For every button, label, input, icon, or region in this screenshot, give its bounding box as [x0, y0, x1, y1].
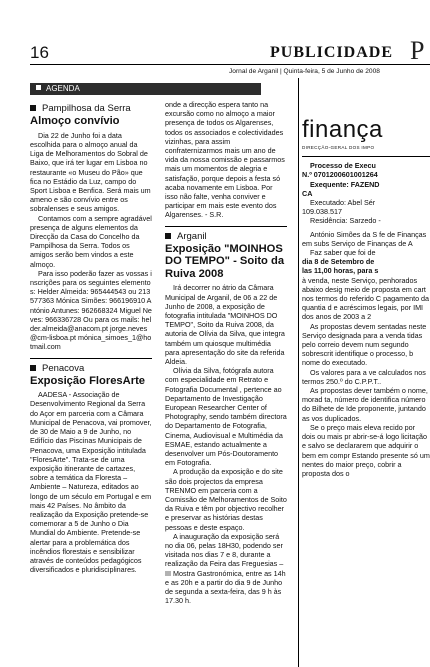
- paragraph: Olívia da Silva, fotógrafa autora com especialidade em Retrato e Fotografia Documental , pertence ao Departamento de Investigação European Researcher Center of Photography, sendo também directora do Departamento de Fotografia, Cinema, Audiovisual e Multimédia da ESMAE, estando actualmente a desenvolver um Pós-Doutoramento em Fotografia.: [165, 366, 287, 468]
- paragraph: As propostas devem sentadas neste Serviço designada para a venda tidas pelo correio devem num segundo sobrescrit identifique o processo, b nome do executado.: [302, 321, 427, 368]
- process-number: N.º 0701200601001264: [302, 170, 378, 180]
- paragraph: António Simões da S fe de Finanças em subs Serviço de Finanças de A: [302, 229, 427, 248]
- notice-body: [302, 156, 430, 478]
- rubric-pampilhosa: [30, 104, 152, 113]
- rubric-label: Pampilhosa da Serra: [42, 103, 131, 114]
- column-left: [30, 100, 152, 574]
- paragraph: onde a direcção espera tanto na excursão como no almoço a maior presença de todos os Algarenses, todos os associados e colectividades vizinhas, para assim confraternizarmos mais um ano de vida da nossa comissão e passarmos mais um momentos de alegria e satisfação, porque depois a festa só acaba novamente em Lisboa. Por isso não falte, venha conviver e participar em mais este evento dos Algarenses. - S.R.: [165, 100, 285, 220]
- paragraph: Faz saber que foi de: [310, 248, 376, 258]
- paragraph: AADESA - Associação de Desenvolvimento Regional da Serra do Açor em parceria com a Câmara Municipal de Penacova, vai promover, de 30 de Maio a 9 de Junho, no Edifício das Piscinas Municipais de Penacova, uma Exposição intitulada "FloresArte". Trata-se de uma exposição itinerante de cartazes, sobre a temática da Floresta – Ambiente – Natureza, editados ao longo de um século em Portugal e em mais 42 Países. No âmbito da realização da Exposição pretende-se comemorar a 5 de Junho o Dia Mundial do Ambiente. Pretende-se alertar para a problemática dos incêndios florestais e sensibilizar através de conteúdos pedagógicos diversificados e pluridisciplinares.: [30, 390, 152, 575]
- square-bullet-icon: [36, 85, 41, 90]
- page-number: 16: [30, 43, 49, 62]
- rubric-label: Arganil: [177, 230, 207, 242]
- paragraph: Contamos com a sempre agradável presença de alguns elementos da Direcção da Casa do Concelho da Pampilhosa da Serra. Todos os amigos serão bem vindos a este almoço.: [30, 213, 152, 269]
- headline-moinhos: Exposição "MOINHOS DO TEMPO" - Soito da Ruiva 2008: [165, 242, 285, 280]
- rubric-label: Penacova: [42, 362, 85, 374]
- section-initial: P: [410, 36, 425, 65]
- section-divider: [30, 358, 152, 359]
- square-bullet-icon: [165, 233, 171, 239]
- header-rule: [30, 64, 430, 65]
- paragraph: à venda, neste Serviço, penhorados abaixo desig meio de proposta em cart nos termos do referido C pagamento da quantia d e acréscimos legais, por IMI dos anos de 2003 a 2: [302, 275, 430, 322]
- exequente: Exequente: FAZEND: [310, 179, 380, 189]
- paragraph: A inauguração da exposição será no dia 06, pelas 18H30, podendo ser visitada nos dias 7 e 8, durante a realização da Feira das Freguesias – III Mostra Gastronómica, entre as 14h e as 20h e a partir do dia 9 de Junho de segunda a sexta-feira, das 9 h às 17.30 h.: [165, 531, 286, 606]
- paragraph: Para isso poderão fazer as vossas inscrições para os seguintes elementos: Helder Almeida: 965444543 ou 213577363 Mónica Simões: 966196910 António Antunes: 962668324 Miguel Neves: 966336728 Ou para os mails: helder.almeida@anacom.pt jorge.neves@cm-lisboa.pt mónica_simoes_1@hotmail.com: [30, 268, 152, 352]
- paragraph: Os valores para a ve calculados nos termos 250.º do C.P.P.T..: [302, 367, 426, 386]
- headline-almoco: Almoço convívio: [30, 115, 120, 128]
- column-middle: [165, 100, 287, 605]
- residencia: Residência: Sarzedo -: [310, 216, 381, 226]
- agenda-label: AGENDA: [46, 84, 80, 93]
- financas-logo: finança: [302, 116, 383, 143]
- rubric-penacova: [30, 364, 152, 373]
- sale-time: las 11,00 horas, para s: [302, 266, 379, 276]
- square-bullet-icon: [30, 365, 36, 371]
- paragraph: Dia 22 de Junho foi a data escolhida para o almoço anual da Liga de Melhoramentos do Sobral de Baixo, que irá ter lugar em Lisboa no restaurante «o Museu do Pão» que fica no Estádio da Luz, campo do Sport Lisboa e Benfica. Será mais um ameno e são convívio entre os sobralenses e seus amigos.: [30, 130, 151, 214]
- executado: Executado: Abel Sér: [310, 198, 376, 208]
- paragraph: Se o preço mais eleva recido por dois ou mais pr abrir-se-á logo licitação e salvo se declararem que adquirir o bem em compr Estando presente só um nentes do maior preço, cobrir a proposta dos o: [302, 422, 430, 478]
- issue-line: Jornal de Arganil | Quinta-feira, 5 de Junho de 2008: [229, 68, 380, 75]
- exequente-cont: CA: [302, 188, 313, 198]
- executado-nif: 109.038.517: [302, 207, 342, 217]
- column-divider: [298, 78, 299, 667]
- square-bullet-icon: [30, 105, 36, 111]
- financas-subtitle: DIRECÇÃO-GERAL DOS IMPO: [302, 145, 375, 150]
- financas-notice: [302, 78, 430, 478]
- rubric-arganil: [165, 232, 287, 241]
- section-divider: [165, 226, 287, 227]
- paragraph: As propostas dever também o nome, morad ta, número de identifica número do Bilhete de Ide proponente, juntando as vos duplicados.: [302, 386, 428, 423]
- paragraph: A produção da exposição e do site são dois projectos da empresa TRENMO em parceria com a Comissão de Melhoramentos de Soito da Ruiva e têm por objectivo recolher e preservar as histórias destas pessoas e deste espaço.: [165, 467, 287, 532]
- agenda-bar: [30, 83, 261, 95]
- process-label: Processo de Execu: [310, 161, 376, 171]
- paragraph: Irá decorrer no átrio da Câmara Municipal de Arganil, de 06 a 22 de Junho de 2008, a exposição de fotografia intitulada "MOINHOS DO TEMPO", Soito da Ruiva 2008, da autoria de Olívia da Silva, que integra também um quiosque multimédia para apresentação do site da referida Aldeia.: [165, 283, 285, 366]
- sale-date: dia 8 de Setembro de: [302, 257, 375, 267]
- headline-floresarte: Exposição FloresArte: [30, 374, 146, 387]
- section-title: PUBLICIDADE: [270, 44, 394, 61]
